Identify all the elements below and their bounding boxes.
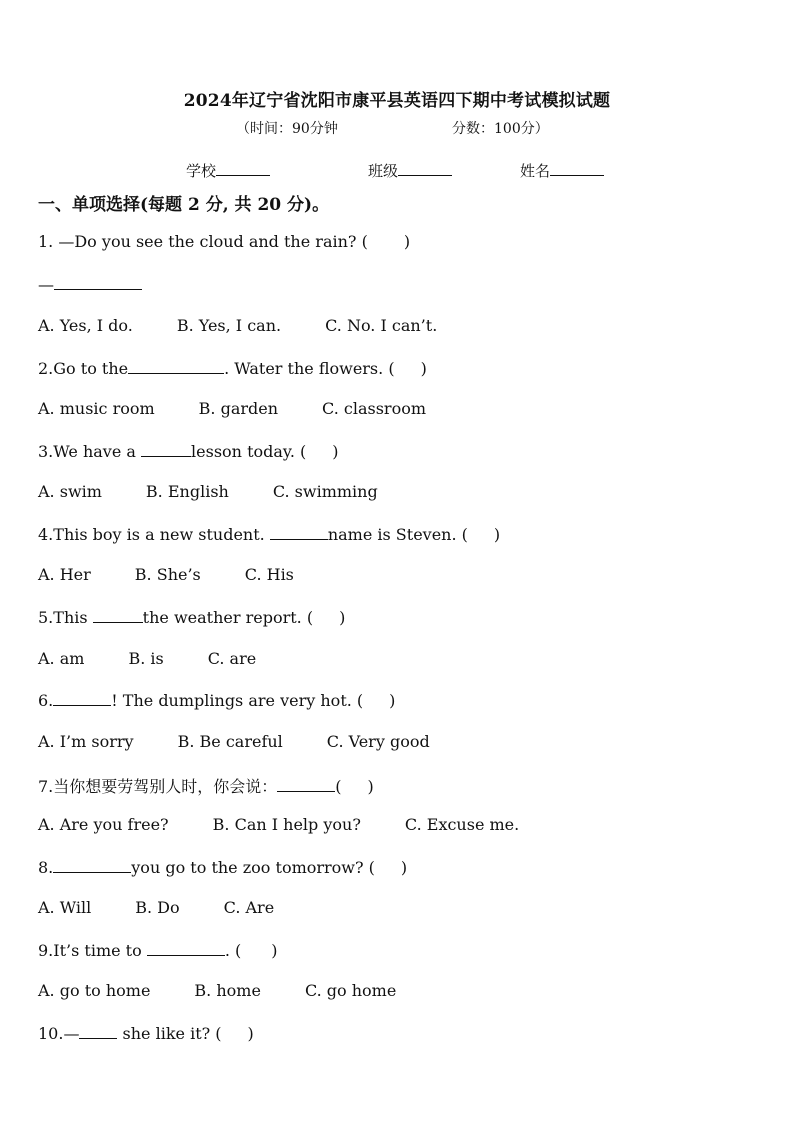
- question-5: [38, 607, 345, 627]
- answer-blank[interactable]: [128, 358, 224, 374]
- question-text: ): [389, 691, 396, 710]
- answer-blank[interactable]: [53, 690, 111, 706]
- option-b[interactable]: B. Be careful: [177, 732, 283, 751]
- question-text: 5.This: [38, 608, 93, 627]
- option-b[interactable]: B. garden: [198, 399, 279, 418]
- answer-blank[interactable]: [277, 776, 335, 792]
- question-text: 8.: [38, 858, 54, 877]
- option-a[interactable]: A. Will: [38, 898, 92, 917]
- question-text: 7.当你想要劳驾别人时，你会说：: [38, 777, 278, 796]
- question-text: ! The dumplings are very hot. (: [111, 691, 364, 710]
- question-8: [38, 857, 407, 877]
- school-label: 学校: [186, 162, 217, 180]
- page-title: 2024年辽宁省沈阳市康平县英语四下期中考试模拟试题: [183, 91, 611, 111]
- question-text: lesson today. (: [191, 442, 307, 461]
- class-label: 班级: [368, 162, 399, 180]
- question-text: ): [403, 232, 411, 251]
- question-text: ): [400, 858, 408, 877]
- answer-blank[interactable]: [147, 940, 225, 956]
- option-a[interactable]: A. Are you free?: [38, 815, 169, 834]
- question-5-options: [38, 649, 256, 668]
- question-text: ): [420, 359, 427, 378]
- question-2: [38, 358, 427, 378]
- question-text: you go to the zoo tomorrow? (: [131, 858, 375, 877]
- question-1-options: [38, 316, 437, 335]
- question-2-options: [38, 399, 426, 418]
- question-text: name is Steven. (: [327, 525, 468, 544]
- question-text: ): [493, 525, 501, 544]
- question-text: 6.: [38, 691, 54, 710]
- question-text: . (: [224, 941, 242, 960]
- class-field: [368, 160, 452, 181]
- question-6-options: [38, 732, 430, 751]
- name-blank[interactable]: [550, 161, 604, 176]
- question-text: ): [271, 941, 278, 960]
- exam-time: （时间：90分钟: [236, 121, 338, 137]
- question-4-options: [38, 565, 294, 584]
- option-a[interactable]: A. am: [38, 649, 85, 668]
- option-c[interactable]: C. swimming: [272, 482, 378, 501]
- reply-dash: —: [38, 275, 54, 294]
- question-6: [38, 690, 395, 710]
- option-b[interactable]: B. home: [194, 981, 261, 1000]
- option-b[interactable]: B. Do: [135, 898, 180, 917]
- option-b[interactable]: B. She’s: [134, 565, 201, 584]
- question-text: ): [332, 442, 339, 461]
- option-c[interactable]: C. No. I can’t.: [325, 316, 438, 335]
- option-b[interactable]: B. Can I help you?: [212, 815, 361, 834]
- answer-blank[interactable]: [54, 274, 142, 290]
- option-a[interactable]: A. go to home: [38, 981, 151, 1000]
- question-8-options: [38, 898, 274, 917]
- option-c[interactable]: C. Are: [223, 898, 275, 917]
- answer-blank[interactable]: [53, 857, 131, 873]
- option-c[interactable]: C. Very good: [326, 732, 430, 751]
- question-1-reply: [38, 274, 142, 294]
- question-1: [38, 232, 410, 251]
- option-a[interactable]: A. Her: [38, 565, 91, 584]
- option-c[interactable]: C. Excuse me.: [404, 815, 520, 834]
- option-c[interactable]: C. go home: [304, 981, 397, 1000]
- question-text: the weather report. (: [142, 608, 314, 627]
- question-text: ): [367, 777, 374, 796]
- question-7-options: [38, 815, 519, 834]
- question-text: ): [339, 608, 346, 627]
- answer-blank[interactable]: [93, 607, 143, 623]
- answer-blank[interactable]: [270, 524, 328, 540]
- question-7: [38, 774, 374, 797]
- option-a[interactable]: A. swim: [38, 482, 102, 501]
- question-4: [38, 524, 500, 544]
- question-text: 2.Go to the: [38, 359, 129, 378]
- answer-blank[interactable]: [79, 1023, 117, 1039]
- option-c[interactable]: C. classroom: [322, 399, 427, 418]
- option-c[interactable]: C. are: [207, 649, 257, 668]
- school-blank[interactable]: [216, 161, 270, 176]
- option-a[interactable]: A. music room: [38, 399, 155, 418]
- option-c[interactable]: C. His: [244, 565, 294, 584]
- question-text: 1. —Do you see the cloud and the rain? (: [38, 232, 368, 251]
- option-a[interactable]: A. I’m sorry: [38, 732, 134, 751]
- question-text: 3.We have a: [38, 442, 142, 461]
- question-text: ): [247, 1024, 254, 1043]
- question-9: [38, 940, 278, 960]
- option-b[interactable]: B. Yes, I can.: [176, 316, 282, 335]
- exam-score: 分数：100分）: [452, 121, 549, 137]
- question-3: [38, 441, 338, 461]
- question-text: . Water the flowers. (: [224, 359, 395, 378]
- question-10: [38, 1023, 254, 1043]
- school-field: [186, 160, 270, 181]
- question-text: 4.This boy is a new student.: [38, 525, 270, 544]
- question-3-options: [38, 482, 378, 501]
- question-text: 10.—: [38, 1024, 80, 1043]
- question-9-options: [38, 981, 396, 1000]
- option-b[interactable]: B. English: [145, 482, 229, 501]
- option-b[interactable]: B. is: [128, 649, 164, 668]
- option-a[interactable]: A. Yes, I do.: [38, 316, 133, 335]
- answer-blank[interactable]: [141, 441, 191, 457]
- question-text: she like it? (: [117, 1024, 222, 1043]
- question-text: (: [335, 777, 342, 796]
- name-label: 姓名: [520, 162, 551, 180]
- question-text: 9.It’s time to: [38, 941, 147, 960]
- name-field: [520, 160, 604, 181]
- section-title: 一、单项选择(每题 2 分, 共 20 分)。: [38, 195, 330, 215]
- class-blank[interactable]: [398, 161, 452, 176]
